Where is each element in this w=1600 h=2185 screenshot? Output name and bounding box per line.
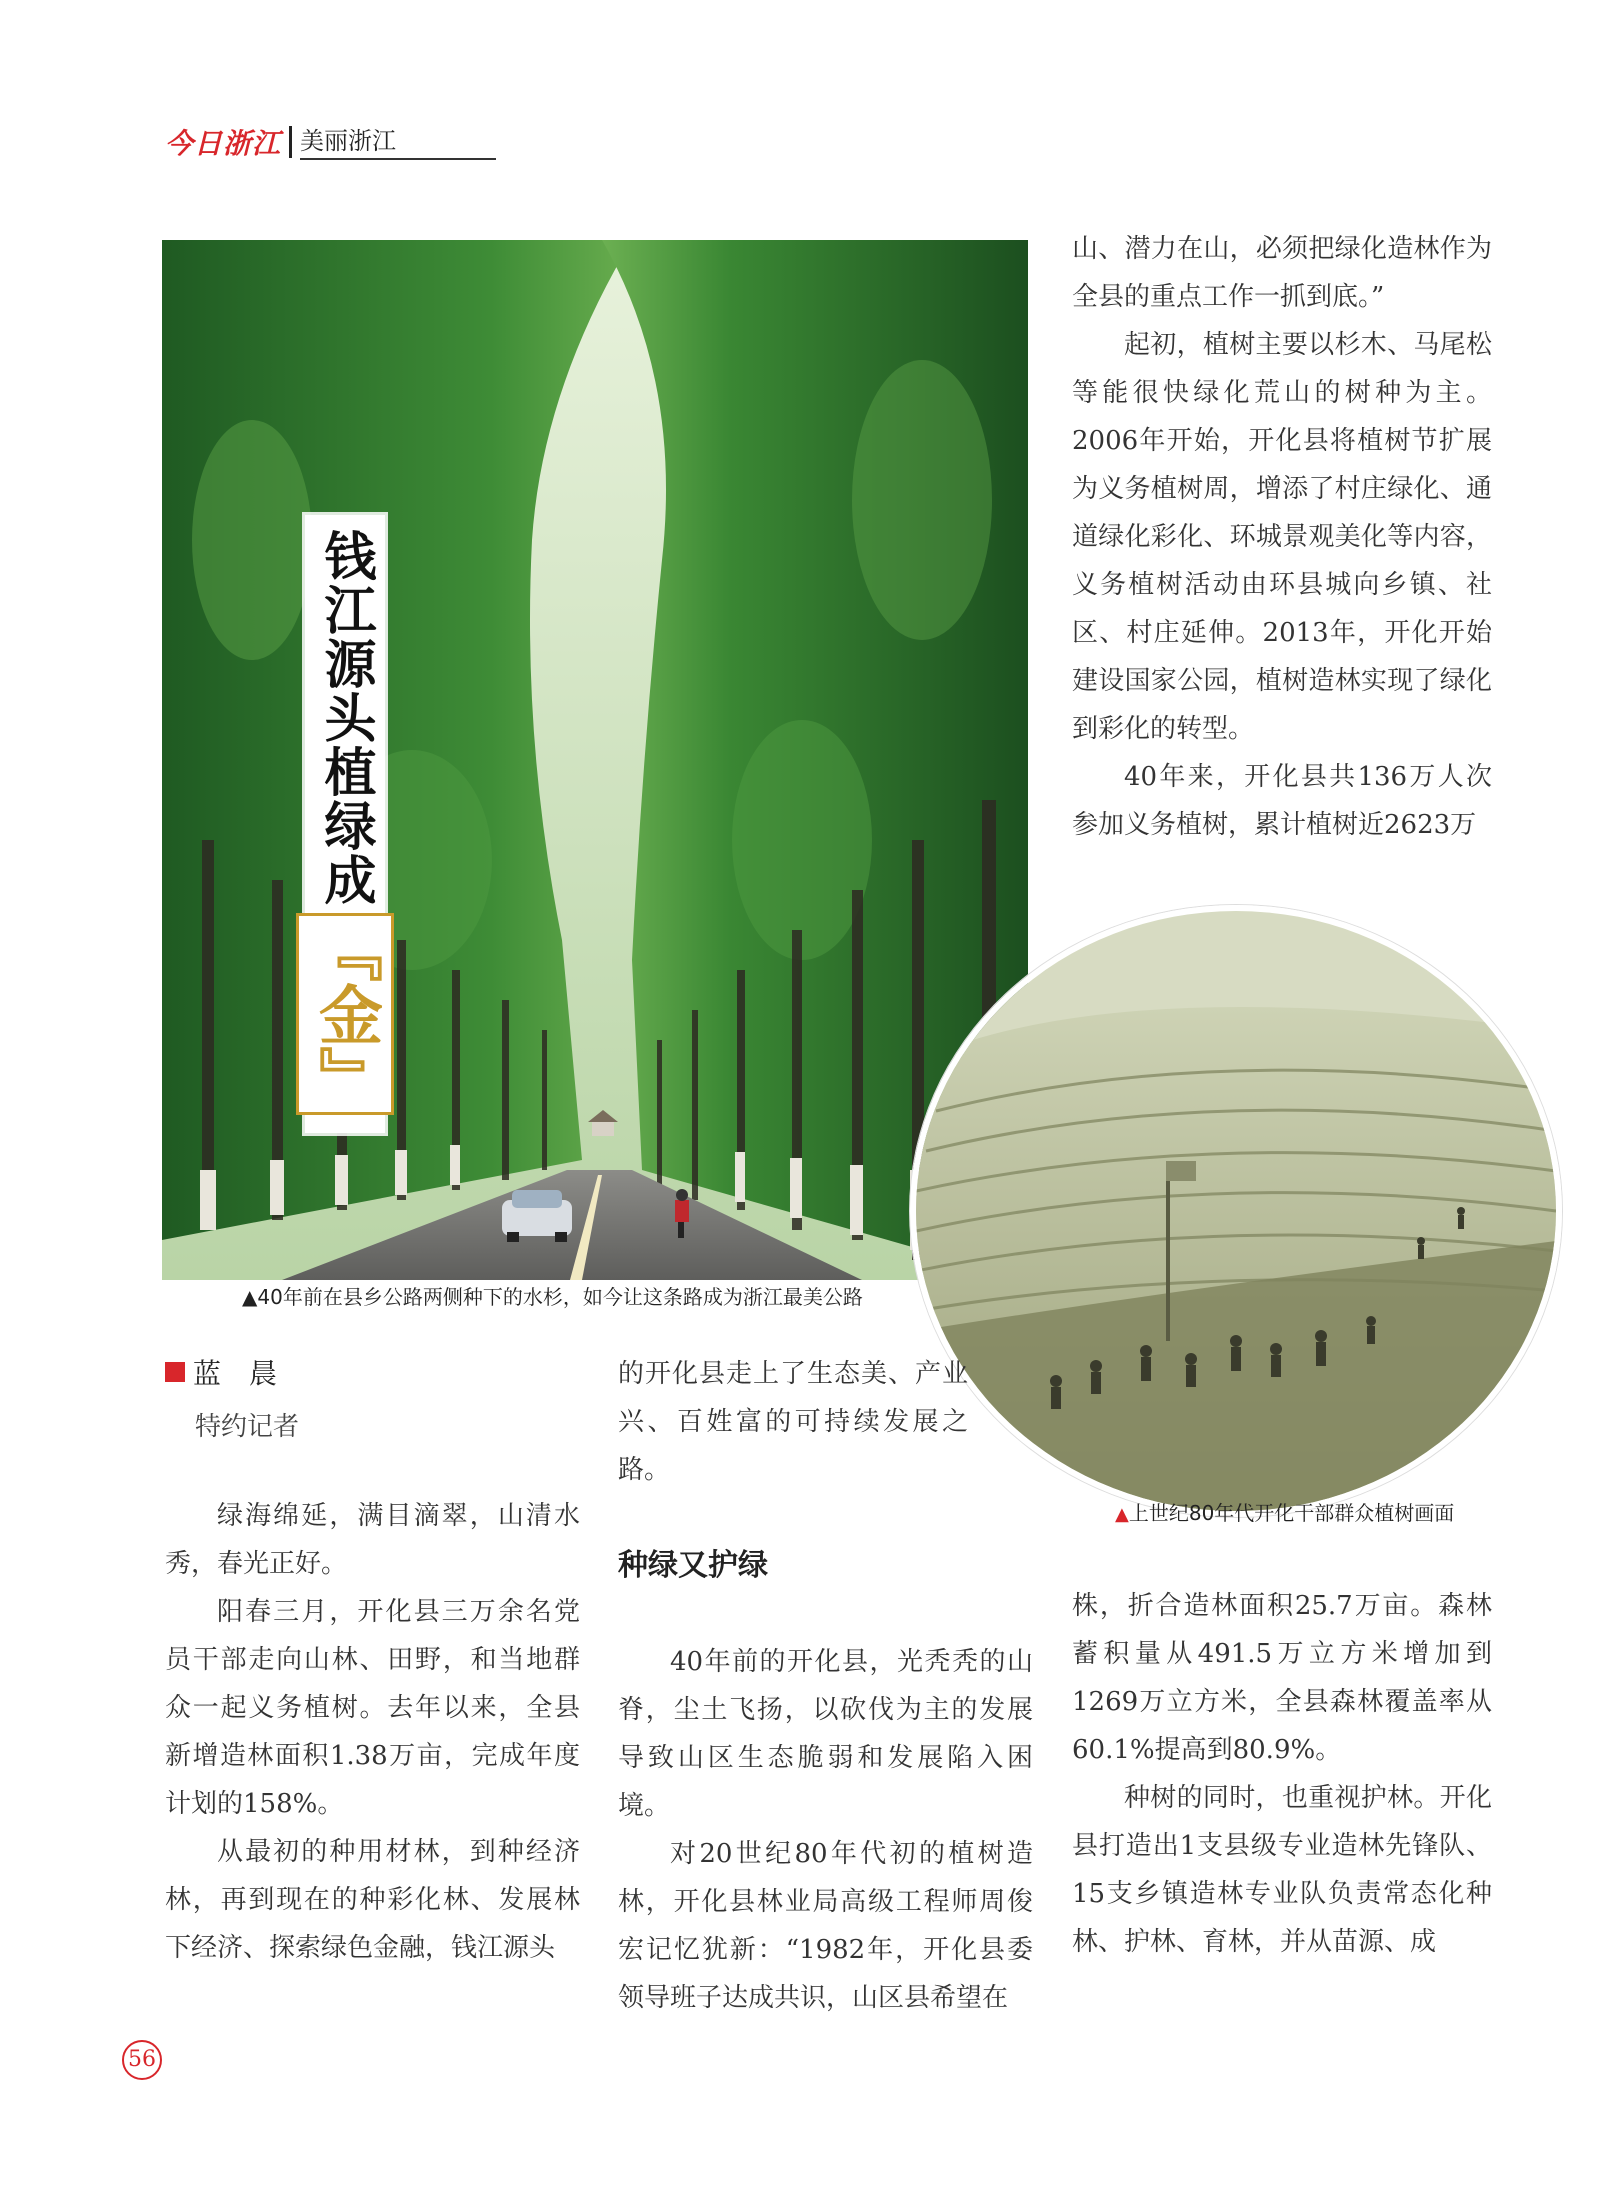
byline-marker-icon [165,1362,185,1382]
paragraph: 的开化县走上了生态美、产业兴、百姓富的可持续发展之路。 [618,1359,968,1485]
paragraph: 从最初的种用材林，到种经济林，再到现在的种彩化林、发展林下经济、探索绿色金融，钱江源头 [165,1837,580,1963]
header-divider [289,126,292,158]
paragraph: 40年来，开化县共136万人次参加义务植树，累计植树近2623万 [1072,762,1492,840]
paragraph: 种树的同时，也重视护林。开化县打造出1支县级专业造林先锋队、15支乡镇造林专业队负责常态化种林、护林、育林，并从苗源、成 [1072,1783,1492,1957]
paragraph: 起初，植树主要以杉木、马尾松等能很快绿化荒山的树种为主。2006年开始，开化县将植树节扩展为义务植树周，增添了村庄绿化、通道绿化彩化、环城景观美化等内容，义务植树活动由环县城向乡镇、社区、村庄延伸。2013年，开化开始建设国家公园，植树造林实现了绿化到彩化的转型。 [1072,330,1492,744]
author-name: 蓝 晨 [193,1357,278,1390]
byline [165,1352,299,1443]
paragraph: 40年前的开化县，光秃秃的山脊，尘土飞扬，以砍伐为主的发展导致山区生态脆弱和发展陷入困境。 [618,1647,1033,1821]
column-2-top [618,1350,968,1494]
title-text: 钱江源头植绿成 [315,529,376,907]
column-3-bottom [1072,1582,1492,1966]
column-2 [618,1638,1033,2022]
magazine-logo: 今日浙江 [165,127,282,160]
forest-road-photo [162,240,1028,1280]
title-highlight: 『金』 [296,913,394,1115]
paragraph: 株，折合造林面积25.7万亩。森林蓄积量从491.5万立方米增加到1269万立方米，全县森林覆盖率从60.1%提高到80.9%。 [1072,1591,1492,1765]
page-header [165,122,496,162]
historic-planting-photo [910,905,1562,1517]
page-number: 56 [122,2040,162,2080]
paragraph: 对20世纪80年代初的植树造林，开化县林业局高级工程师周俊宏记忆犹新：“1982年，开化县委领导班子达成共识，山区县希望在 [618,1839,1033,2013]
paragraph: 阳春三月，开化县三万余名党员干部走向山林、田野，和当地群众一起义务植树。去年以来，全县新增造林面积1.38万亩，完成年度计划的158%。 [165,1597,580,1819]
section-label: 美丽浙江 [300,124,496,160]
article-title [305,515,385,1133]
circle-photo-caption: ▲上世纪80年代开化干部群众植树画面 [1115,1501,1455,1525]
paragraph: 山、潜力在山，必须把绿化造林作为全县的重点工作一抓到底。” [1072,234,1492,312]
section-heading: 种绿又护绿 [618,1548,768,1583]
paragraph: 绿海绵延，满目滴翠，山清水秀，春光正好。 [165,1501,580,1579]
caption-marker-icon: ▲ [1115,1504,1129,1525]
column-3-top [1072,225,1492,849]
column-1 [165,1492,580,1972]
author-role: 特约记者 [195,1412,300,1442]
main-photo-caption: ▲40年前在县乡公路两侧种下的水杉，如今让这条路成为浙江最美公路 [162,1282,922,1312]
